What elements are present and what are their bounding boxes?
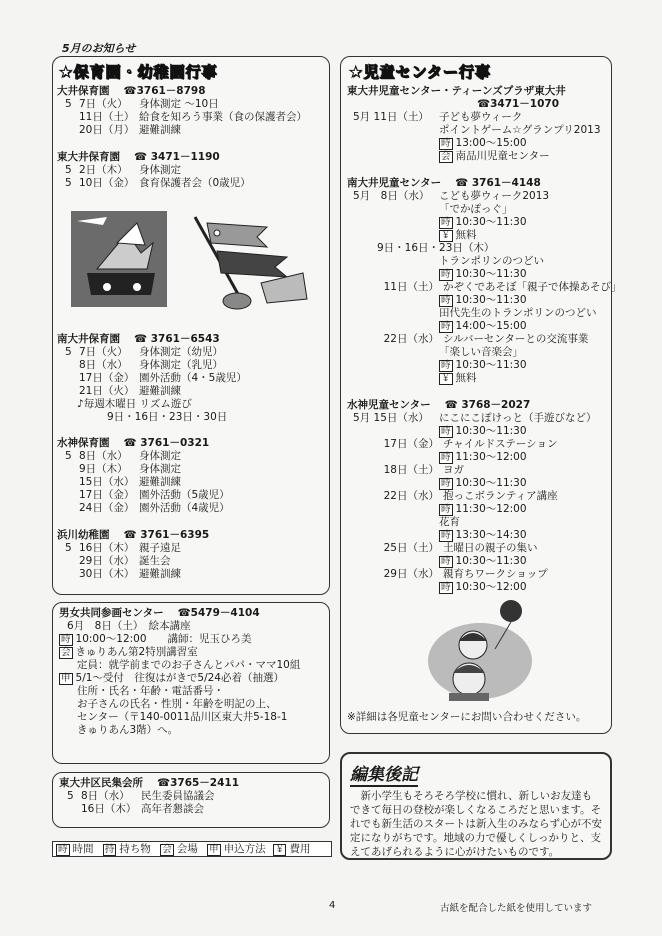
minamiooi-children-center-section	[347, 177, 622, 385]
higashiooi-tel: ☎ 3471－1190	[134, 151, 220, 163]
legend-label: 会場	[176, 843, 198, 855]
date: 16日（木）	[81, 803, 137, 815]
event: シルバーセンターとの交流事業	[443, 333, 589, 345]
legend-label: 時間	[72, 843, 94, 855]
hamakawa-tel: ☎ 3761－6395	[123, 529, 210, 541]
danjo-line: 住所・氏名・年齢・電話番号・	[77, 685, 224, 697]
kumin-tel: ☎3765－2411	[157, 777, 240, 789]
event: 誕生会	[139, 555, 171, 567]
minamiooi-name: 南大井保育園	[57, 333, 120, 345]
time-key-icon: 時	[441, 360, 451, 371]
event: 園外活動（5歳児）	[139, 489, 230, 501]
month: 5	[65, 346, 72, 358]
danjo-tel: ☎5479－4104	[177, 607, 260, 619]
editorial-title: 編集後記	[350, 760, 418, 787]
date: 22日（水）	[383, 490, 439, 502]
danjo-line: きゅりあん3階）へ。	[77, 724, 179, 736]
event: 身体測定 ～10日	[139, 98, 219, 110]
event-place: 南品川児童センター	[455, 150, 550, 162]
date: 7日（火）	[79, 98, 128, 110]
mizukamijido-name: 水神児童センター	[347, 399, 431, 411]
event: 園外活動（4・5歳児）	[139, 372, 247, 384]
event-time: 10:30～11:30	[455, 477, 527, 489]
minamiooi-tel: ☎ 3761－6543	[134, 333, 220, 345]
event: チャイルドステーション	[443, 438, 558, 450]
teens-name: 東大井児童センター・ティーンズプラザ東大井	[347, 85, 566, 97]
date: 29日（水）	[79, 555, 135, 567]
date: 30日（木）	[79, 568, 135, 580]
belongings-key-icon: 持	[104, 844, 115, 855]
event: 避難訓練	[139, 385, 181, 397]
date: 17日（金）	[79, 489, 135, 501]
date: 5月 11日（土）	[353, 111, 429, 123]
month: 5	[65, 450, 72, 462]
date: 2日（木）	[79, 164, 128, 176]
mizukamijido-tel: ☎ 3768－2027	[444, 399, 531, 411]
higashiooi-nursery-section	[57, 151, 329, 190]
danjo-date: 6月 8日（土） 絵本講座	[67, 620, 191, 632]
kumin-hall-box	[52, 772, 330, 828]
month: 5	[65, 164, 72, 176]
time-key-icon: 時	[441, 530, 451, 541]
danjo-application: 5/1～受付 往復はがきで5/24必着（抽選）	[75, 672, 284, 684]
event-time: 10:30～11:30	[455, 268, 527, 280]
event: 親育ちワークショップ	[443, 568, 548, 580]
event: にこにこぽけっと（手遊びなど）	[439, 412, 597, 424]
event-time: 13:30～14:30	[455, 529, 527, 541]
date: 21日（火）	[79, 385, 135, 397]
date: 25日（土）	[383, 542, 439, 554]
danjo-line: センター（〒140-0011品川区東大井5-18-1	[77, 711, 288, 723]
legend-bar	[52, 841, 332, 857]
event: 高年者懇談会	[141, 803, 204, 815]
time-key-icon: 時	[441, 556, 451, 567]
page-number: 4	[329, 900, 336, 911]
event: 「楽しい音楽会」	[439, 346, 523, 358]
ooi-name: 大井保育園	[57, 85, 110, 97]
event-time: 10:30～11:30	[455, 359, 527, 371]
event-time: 14:00～15:00	[455, 320, 527, 332]
date: 20日（月）	[79, 124, 135, 136]
event: 避難訓練	[139, 568, 181, 580]
nursery-events-banner: ★保育園・幼稚園行事	[59, 63, 218, 81]
hamakawa-name: 浜川幼稚園	[57, 529, 110, 541]
date: 17日（金）	[79, 372, 135, 384]
time-key-icon: 時	[441, 504, 451, 515]
danjo-center-box	[52, 602, 330, 764]
event: 避難訓練	[139, 124, 181, 136]
teens-plaza-section	[347, 85, 611, 163]
event: トランポリンのつどい	[439, 255, 544, 267]
danjo-line: お子さんの氏名・性別・年齢を明記の上、	[77, 698, 277, 710]
kumin-name: 東大井区民集会所	[59, 777, 143, 789]
event: 花育	[439, 516, 460, 528]
date: 8日（水）	[81, 790, 130, 802]
editorial-box	[340, 752, 612, 860]
date: 7日（火）	[79, 346, 128, 358]
legend-label: 持ち物	[119, 843, 151, 855]
date: 8日（水）	[79, 359, 128, 371]
event: こども夢ウィーク2013	[439, 190, 550, 202]
mizukami-nursery-section	[57, 437, 329, 515]
event: 身体測定（乳児）	[139, 359, 223, 371]
date: 16日（木）	[79, 542, 135, 554]
event: かぞくであそぼ「親子で体操あそび」	[443, 281, 622, 293]
event-time: 11:30～12:00	[455, 451, 527, 463]
event: 身体測定（幼児）	[139, 346, 223, 358]
month: 5	[65, 177, 72, 189]
date: 17日（金）	[383, 438, 439, 450]
mizukami-name: 水神保育園	[57, 437, 110, 449]
fee-key-icon: ￥	[274, 844, 285, 855]
ooi-nursery-section	[57, 85, 329, 137]
time-key-icon: 時	[441, 321, 451, 332]
month: 5	[65, 542, 72, 554]
danjo-capacity: 定員：就学前までのお子さんとパパ・ママ10組	[77, 659, 301, 671]
legend-label: 費用	[289, 843, 311, 855]
time-key-icon: 時	[441, 295, 451, 306]
nursery-events-box	[52, 56, 330, 595]
children-center-box	[340, 56, 622, 734]
date: 18日（土）	[383, 464, 439, 476]
time-key-icon: 時	[441, 582, 451, 593]
event: 田代先生のトランポリンのつどい	[439, 307, 597, 319]
legend-label: 申込方法	[223, 843, 266, 855]
rhythm-note: ♪毎週木曜日 リズム遊び	[77, 398, 192, 410]
time-key-icon: 時	[441, 138, 451, 149]
event: 抱っこボランティア講座	[443, 490, 558, 502]
date: 22日（水）	[383, 333, 439, 345]
event-time: 10:30～11:30	[455, 294, 527, 306]
date: 5月 15日（水）	[353, 412, 429, 424]
event: 身体測定	[139, 450, 181, 462]
event: 食育保護者会（0歳児）	[139, 177, 251, 189]
event-fee: 無料	[455, 229, 477, 241]
event: ポイントゲーム☆グランプリ2013	[439, 124, 601, 136]
event-time: 10:30～11:30	[455, 555, 527, 567]
editorial-text: 新小学生もそろそろ学校に慣れ、新しいお友達もできて毎日の登校が楽しくなるころだと思います。それでも新生活のスタートは新入生のみならず心が不安定になりがちです。地域の力で優しくしっかりと、支えてあげられるように心がけたいものです。	[350, 790, 602, 858]
date: 10日（金）	[79, 177, 135, 189]
mizukami-children-center-section	[347, 399, 611, 594]
place-key-icon: 会	[162, 844, 172, 855]
minamijido-name: 南大井児童センター	[347, 177, 442, 189]
time-key-icon: 時	[61, 634, 71, 645]
ooi-tel: ☎3761－8798	[123, 85, 206, 97]
event: 給食を知ろう事業（食の保護者会）	[139, 111, 307, 123]
month: 5	[65, 98, 72, 110]
event: 身体測定	[139, 463, 181, 475]
event: 「でかぽっぐ」	[439, 203, 513, 215]
time-key-icon: 時	[441, 452, 451, 463]
time-key-icon: 時	[441, 478, 451, 489]
date: 11日（土）	[79, 111, 135, 123]
date: 9日・16日・23日（木）	[377, 242, 495, 254]
month: 5	[67, 790, 74, 802]
father-child-balloon-illustration	[425, 597, 535, 701]
event: 民生委員協議会	[141, 790, 215, 802]
event: 親子遠足	[139, 542, 181, 554]
event: 園外活動（4歳児）	[139, 502, 230, 514]
time-key-icon: 時	[441, 426, 451, 437]
teens-tel: ☎3471－1070	[477, 98, 560, 110]
recycle-note: 古紙を配合した紙を使用しています	[440, 903, 593, 914]
mizukami-tel: ☎ 3761－0321	[123, 437, 210, 449]
higashiooi-name: 東大井保育園	[57, 151, 120, 163]
minamijido-tel: ☎ 3761－4148	[455, 177, 541, 189]
date: 9日（木）	[79, 463, 128, 475]
event-fee: 無料	[455, 372, 477, 384]
application-key-icon: 申	[209, 844, 219, 855]
event: 子ども夢ウィーク	[439, 111, 523, 123]
danjo-place: きゅりあん第2特別講習室	[75, 646, 198, 658]
place-key-icon: 会	[61, 647, 71, 658]
event: 土曜日の親子の集い	[443, 542, 538, 554]
date: 24日（金）	[79, 502, 135, 514]
date: 11日（土）	[383, 281, 439, 293]
event: 避難訓練	[139, 476, 181, 488]
hamakawa-kindergarten-section	[57, 529, 329, 581]
minamiooi-nursery-section	[57, 333, 329, 424]
children-center-banner: ★児童センター行事	[349, 63, 491, 81]
koinobori-illustration	[67, 203, 317, 313]
fee-key-icon: ￥	[441, 373, 451, 384]
rhythm-dates: 9日・16日・23日・30日	[107, 411, 228, 423]
date: 5月 8日（水）	[353, 190, 430, 202]
danjo-name: 男女共同参画センター	[59, 607, 164, 619]
header-note: 5月のお知らせ	[62, 42, 136, 55]
fee-key-icon: ￥	[441, 230, 451, 241]
event-time: 10:30～12:00	[455, 581, 527, 593]
time-key-icon: 時	[441, 217, 451, 228]
time-key-icon: 時	[441, 269, 451, 280]
contact-note: ※詳細は各児童センターにお問い合わせください。	[347, 711, 587, 723]
event-time: 13:00～15:00	[455, 137, 527, 149]
danjo-time: 10:00～12:00 講師：児玉ひろ美	[75, 633, 252, 645]
place-key-icon: 会	[441, 151, 451, 162]
event-time: 10:30～11:30	[455, 425, 527, 437]
application-key-icon: 申	[61, 673, 71, 684]
date: 15日（水）	[79, 476, 135, 488]
event: ヨガ	[443, 464, 464, 476]
date: 29日（水）	[383, 568, 439, 580]
event-time: 10:30～11:30	[455, 216, 527, 228]
date: 8日（水）	[79, 450, 128, 462]
event-time: 11:30～12:00	[455, 503, 527, 515]
time-key-icon: 時	[58, 844, 68, 855]
event: 身体測定	[139, 164, 181, 176]
